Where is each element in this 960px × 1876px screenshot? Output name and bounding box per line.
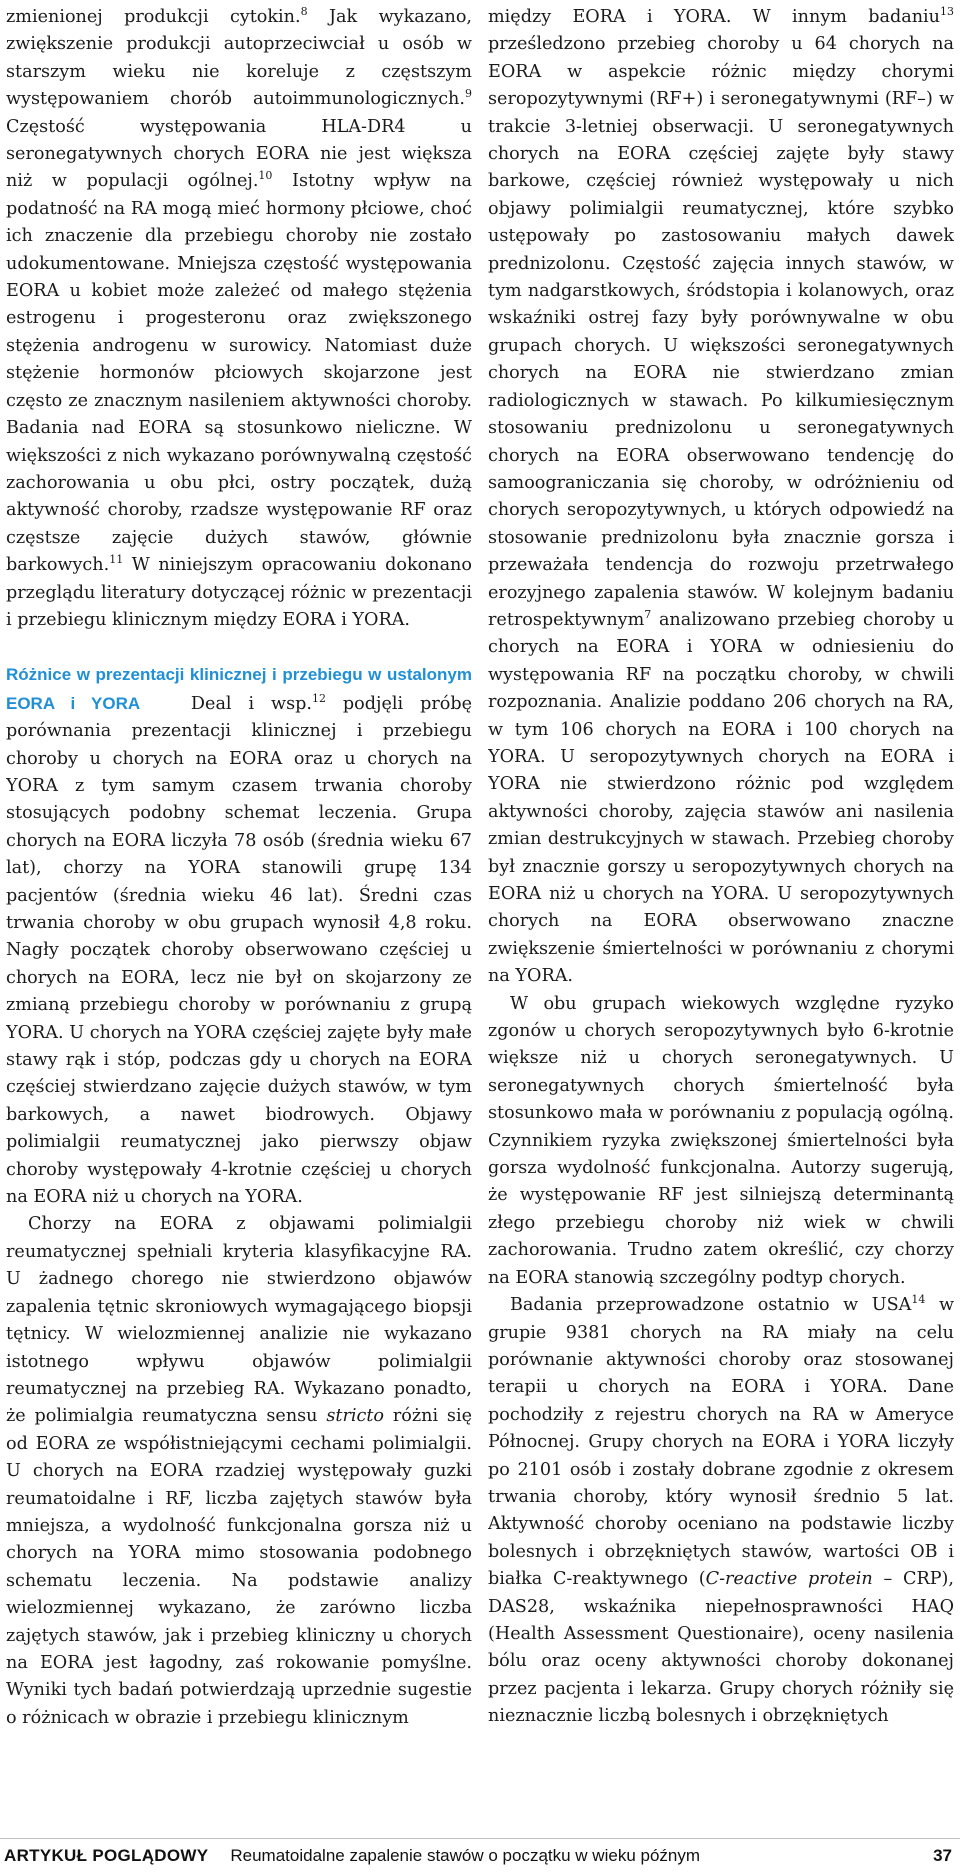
footer-page-number: 37: [933, 1846, 952, 1865]
italic-term: stricto: [326, 1406, 385, 1427]
two-column-body: [6, 4, 954, 1830]
reference-mark: 12: [311, 691, 326, 705]
reference-mark: 13: [940, 5, 954, 19]
paragraph-seronegative-studies: [488, 4, 954, 991]
text-run: podjęli próbę porównania prezentacji klinicznej i przebiegu choroby u chorych na EORA oraz u chorych na YORA z tym samym czasem trwania choroby stosujących podobny schemat leczenia. Grupa chorych na EORA liczyła 78 osób (średnia wieku 67 lat), chorzy na YORA stanowili grupę 134 pacjentów (średnia wieku 46 lat). Średni czas trwania choroby w obu grupach wynosił 4,8 roku. Nagły początek choroby obserwowano częściej u chorych na EORA, lecz nie był on skojarzony ze zmianą przebiegu choroby w porównaniu z grupą YORA. U chorych na YORA częściej zajęte były małe stawy rąk i stóp, podczas gdy u chorych na EORA częściej stwierdzano zajęcie dużych stawów, w tym barkowych, a nawet biodrowych. Objawy polimialgii reumatycznej jako pierwszy objaw choroby występowały 4-krotnie częściej u chorych na EORA niż u chorych na YORA.: [6, 693, 472, 1208]
reference-mark: 9: [465, 87, 472, 101]
footer-section-label: ARTYKUŁ POGLĄDOWY: [4, 1846, 209, 1865]
text-run: różni się od EORA ze współistniejącymi cechami polimialgii. U chorych na EORA rzadziej występowały guzki reumatoidalne i RF, liczba zajętych stawów była mniejsza, a wydolność funkcjonalna gorsza niż u chorych na YORA mimo stosowania podobnego schematu leczenia. Na podstawie analizy wielozmiennej wykazano, że zarówno liczba zajętych stawów, jak i przebieg kliniczny u chorych na EORA jest łagodny, zaś rokowanie pomyślne. Wyniki tych badań potwierdzają uprzednie sugestie o różnicach w obrazie i przebiegu klinicznym: [6, 1406, 472, 1728]
text-run: Chorzy na EORA z objawami polimialgii reumatycznej spełniali kryteria klasyfikacyjne RA. U żadnego chorego nie stwierdzono objawów zapalenia tętnic skroniowych wymagającego biopsji tętnicy. W wielozmiennej analizie nie wykazano istotnego wpływu objawów polimialgii reumatycznej na przebieg RA. Wykazano ponadto, że polimialgia reumatyczna sensu: [6, 1214, 472, 1427]
text-run: Jak wykazano, zwiększenie produkcji autoprzeciwciał u osób w starszym wieku nie koreluje z częstszym występowaniem chorób autoimmunologicznych.: [6, 7, 472, 110]
reference-mark: 11: [109, 553, 124, 567]
reference-mark: 10: [258, 169, 273, 183]
text-run: w grupie 9381 chorych na RA miały na celu porównanie aktywności choroby oraz stosowanej terapii u chorych na EORA i YORA. Dane pochodziły z rejestru chorych na RA w Ameryce Północnej. Grupy chorych na EORA i YORA liczyły po 2101 osób i zostały dobrane zgodnie z okresem trwania choroby, który wynosił średnio 5 lat. Aktywność choroby oceniano na podstawie liczby bolesnych i obrzękniętych stawów, wartości OB i białka C-reaktywnego (: [488, 1295, 954, 1590]
text-run: Badania przeprowadzone ostatnio w USA: [510, 1295, 912, 1316]
text-run: W niniejszym opracowaniu dokonano przeglądu literatury dotyczącej różnic w prezentacji i przebiegu klinicznym między EORA i YORA.: [6, 555, 472, 630]
right-column: [488, 4, 954, 1830]
paragraph-cytokines-continuation: [6, 4, 472, 634]
paragraph-usa-registry: [488, 1292, 954, 1731]
text-run: – CRP), DAS28, wskaźnika niepełnosprawności HAQ (Health Assessment Questionaire), oceny nasilenia bólu oraz oceny aktywności choroby dokonanej przez pacjenta i lekarza. Grupy chorych różniły się nieznacznie liczbą bolesnych i obrzękniętych: [488, 1569, 954, 1727]
paragraph-mortality: W obu grupach wiekowych względne ryzyko zgonów u chorych seropozytywnych było 6-krotnie większe niż u chorych seronegatywnych. U seronegatywnych chorych śmiertelność była stosunkowo mała w porównaniu z populacją ogólną. Czynnikiem ryzyka zwiększonej śmiertelności była gorsza wydolność funkcjonalna. Autorzy sugerują, że występowanie RF jest silniejszą determinantą złego przebiegu choroby niż wiek w chwili zachorowania. Trudno zatem określić, czy chorzy na EORA stanowią szczególny podtyp chorych.: [488, 993, 954, 1288]
reference-mark: 7: [644, 608, 652, 622]
reference-mark: 8: [300, 5, 308, 19]
text-run: analizowano przebieg choroby u chorych na EORA i YORA w odniesieniu do występowania RF na początku choroby, w chwili rozpoznania. Analizie poddano 206 chorych na RA, w tym 106 chorych na EORA i 100 chorych na YORA. U seropozytywnych chorych na EORA i YORA nie stwierdzono różnic pod względem aktywności choroby, zajęcia stawów ani nasilenia zmian destrukcyjnych w stawach. Przebieg choroby był znacznie gorszy u seropozytywnych chorych na EORA niż u chorych na YORA. U seropozytywnych chorych na EORA obserwowano znaczne zwiększenie śmiertelności w porównaniu z chorymi na YORA.: [488, 609, 954, 987]
section-heading: Różnice w prezentacji klinicznej i przebiegu w ustalonym EORA i YORA: [6, 665, 472, 713]
text-run: zmienionej produkcji cytokin.: [6, 7, 301, 27]
text-run: Deal i wsp.: [190, 693, 312, 714]
text-run: Istotny wpływ na podatność na RA mogą mieć hormony płciowe, choć ich znaczenie dla przebiegu choroby nie zostało udokumentowane. Mniejsza częstość występowania EORA u kobiet może zależeć od małego stężenia estrogenu i progesteronu oraz zwiększonego stężenia androgenu w surowicy. Natomiast duże stężenie hormonów płciowych skojarzone jest często ze znacznym nasileniem aktywności choroby. Badania nad EORA są stosunkowo nieliczne. W większości z nich wykazano porównywalną częstość zachorowania u obu płci, ostry początek, dużą aktywność choroby, rzadsze występowanie RF oraz częstsze zajęcie dużych stawów, głównie barkowych.: [6, 171, 472, 576]
footer-running-title: Reumatoidalne zapalenie stawów o początku w wieku późnym: [230, 1846, 701, 1865]
text-run: Częstość występowania HLA-DR4 u seronegatywnych chorych EORA nie jest większa niż w populacji ogólnej.: [6, 116, 472, 192]
paragraph-polymyalgia: [6, 1211, 472, 1732]
italic-term: C-reactive protein: [705, 1569, 873, 1590]
reference-mark: 14: [911, 1293, 926, 1307]
paragraph-clinical-differences: [6, 661, 472, 1211]
left-column: [6, 4, 472, 1830]
text-run: prześledzono przebieg choroby u 64 chorych na EORA w aspekcie różnic między chorymi seropozytywnymi (RF+) i seronegatywnymi (RF–) w trakcie 3-letniej obserwacji. U seronegatywnych chorych na EORA częściej zajęte były stawy barkowe, częściej również występowały u nich objawy polimialgii reumatycznej, które szybko ustępowały po zastosowaniu małych dawek prednizolonu. Częstość zajęcia innych stawów, w tym nadgarstkowych, śródstopia i kolanowych, oraz wskaźniki ostrej fazy były porównywalne w obu grupach chorych. U większości seronegatywnych chorych na EORA nie stwierdzano zmian radiologicznych w stawach. Po kilkumiesięcznym stosowaniu prednizolonu u seronegatywnych chorych na EORA obserwowano tendencję do samoograniczania się choroby, w odróżnieniu od chorych seropozytywnych, u których odpowiedź na stosowanie prednizolonu była znacznie gorsza i przeważała tendencja do rozwoju przetrwałego erozyjnego zapalenia stawów. W kolejnym badaniu retrospektywnym: [488, 34, 954, 630]
text-run: między EORA i YORA. W innym badaniu: [488, 7, 940, 27]
page-footer: [0, 1838, 960, 1873]
